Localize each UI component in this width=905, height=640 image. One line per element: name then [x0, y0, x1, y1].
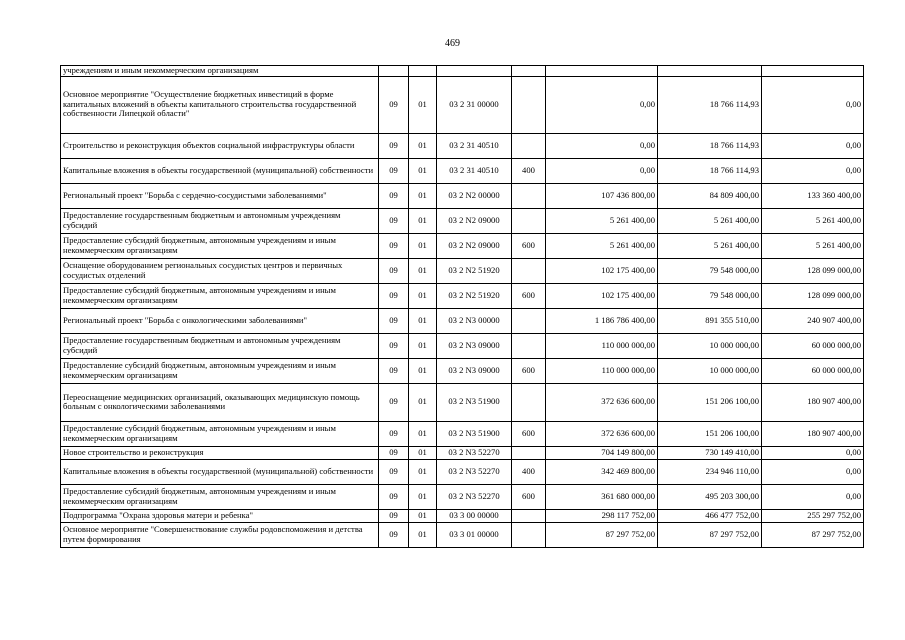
cell-expense-type	[512, 308, 546, 333]
cell-subsection: 01	[409, 158, 437, 183]
cell-amount-year-2: 5 261 400,00	[658, 208, 762, 233]
cell-section: 09	[379, 258, 409, 283]
cell-amount-year-2: 18 766 114,93	[658, 76, 762, 133]
cell-amount-year-1: 1 186 786 400,00	[546, 308, 658, 333]
cell-name: Основное мероприятие "Совершенствование службы родовспоможения и детства путем формирования	[61, 522, 379, 547]
cell-section: 09	[379, 484, 409, 509]
cell-expense-type	[512, 76, 546, 133]
cell-subsection: 01	[409, 258, 437, 283]
cell-amount-year-1: 102 175 400,00	[546, 258, 658, 283]
cell-amount-year-1: 87 297 752,00	[546, 522, 658, 547]
table-row	[61, 233, 864, 258]
cell-name: Региональный проект "Борьба с онкологическими заболеваниями"	[61, 308, 379, 333]
cell-amount-year-1: 5 261 400,00	[546, 208, 658, 233]
cell-subsection: 01	[409, 421, 437, 446]
cell-name: Капитальные вложения в объекты государственной (муниципальной) собственности	[61, 459, 379, 484]
cell-amount-year-2: 151 206 100,00	[658, 383, 762, 421]
cell-amount-year-2: 10 000 000,00	[658, 358, 762, 383]
cell-target-article: 03 2 N3 51900	[437, 383, 512, 421]
cell-amount-year-2: 495 203 300,00	[658, 484, 762, 509]
cell-name: Оснащение оборудованием региональных сосудистых центров и первичных сосудистых отделений	[61, 258, 379, 283]
cell-amount-year-1: 107 436 800,00	[546, 183, 658, 208]
cell-subsection	[409, 66, 437, 77]
cell-expense-type	[512, 66, 546, 77]
cell-name: Основное мероприятие "Осуществление бюджетных инвестиций в форме капитальных вложений в объекты капитального строительства государственной собственности Липецкой области"	[61, 76, 379, 133]
cell-amount-year-3: 240 907 400,00	[762, 308, 864, 333]
table-row	[61, 459, 864, 484]
cell-amount-year-1: 361 680 000,00	[546, 484, 658, 509]
cell-section	[379, 66, 409, 77]
cell-name: Предоставление субсидий бюджетным, автономным учреждениям и иным некоммерческим организациям	[61, 233, 379, 258]
table-row	[61, 509, 864, 522]
cell-expense-type: 400	[512, 459, 546, 484]
cell-amount-year-3: 0,00	[762, 76, 864, 133]
cell-target-article: 03 2 N2 51920	[437, 258, 512, 283]
cell-section: 09	[379, 459, 409, 484]
cell-subsection: 01	[409, 208, 437, 233]
cell-name: Капитальные вложения в объекты государственной (муниципальной) собственности	[61, 158, 379, 183]
cell-subsection: 01	[409, 446, 437, 459]
cell-expense-type	[512, 446, 546, 459]
cell-name: учреждениям и иным некоммерческим организациям	[61, 66, 379, 77]
cell-amount-year-3: 128 099 000,00	[762, 258, 864, 283]
cell-amount-year-1: 372 636 600,00	[546, 383, 658, 421]
cell-subsection: 01	[409, 459, 437, 484]
cell-amount-year-1	[546, 66, 658, 77]
cell-amount-year-3: 5 261 400,00	[762, 208, 864, 233]
cell-section: 09	[379, 308, 409, 333]
cell-amount-year-1: 342 469 800,00	[546, 459, 658, 484]
cell-amount-year-3: 128 099 000,00	[762, 283, 864, 308]
cell-section: 09	[379, 522, 409, 547]
cell-subsection: 01	[409, 308, 437, 333]
table-row	[61, 484, 864, 509]
table-row	[61, 333, 864, 358]
cell-expense-type	[512, 258, 546, 283]
cell-amount-year-3: 0,00	[762, 484, 864, 509]
cell-amount-year-2: 18 766 114,93	[658, 133, 762, 158]
cell-amount-year-3	[762, 66, 864, 77]
cell-amount-year-3: 180 907 400,00	[762, 383, 864, 421]
cell-amount-year-2: 79 548 000,00	[658, 283, 762, 308]
cell-expense-type	[512, 333, 546, 358]
cell-amount-year-1: 372 636 600,00	[546, 421, 658, 446]
cell-target-article: 03 2 31 40510	[437, 133, 512, 158]
cell-amount-year-2	[658, 66, 762, 77]
cell-target-article: 03 2 N2 09000	[437, 208, 512, 233]
table-row	[61, 158, 864, 183]
cell-subsection: 01	[409, 522, 437, 547]
cell-section: 09	[379, 233, 409, 258]
cell-amount-year-2: 234 946 110,00	[658, 459, 762, 484]
cell-expense-type	[512, 522, 546, 547]
cell-subsection: 01	[409, 133, 437, 158]
cell-name: Предоставление государственным бюджетным и автономным учреждениям субсидий	[61, 333, 379, 358]
cell-amount-year-2: 151 206 100,00	[658, 421, 762, 446]
cell-amount-year-1: 5 261 400,00	[546, 233, 658, 258]
cell-subsection: 01	[409, 233, 437, 258]
cell-amount-year-2: 18 766 114,93	[658, 158, 762, 183]
cell-expense-type: 400	[512, 158, 546, 183]
cell-section: 09	[379, 133, 409, 158]
cell-subsection: 01	[409, 283, 437, 308]
budget-table	[60, 65, 864, 548]
cell-subsection: 01	[409, 509, 437, 522]
cell-expense-type: 600	[512, 283, 546, 308]
table-row	[61, 358, 864, 383]
cell-name: Региональный проект "Борьба с сердечно-сосудистыми заболеваниями"	[61, 183, 379, 208]
cell-target-article	[437, 66, 512, 77]
cell-amount-year-1: 0,00	[546, 158, 658, 183]
table-row	[61, 183, 864, 208]
cell-name: Строительство и реконструкция объектов социальной инфраструктуры области	[61, 133, 379, 158]
table-row	[61, 133, 864, 158]
cell-section: 09	[379, 446, 409, 459]
cell-section: 09	[379, 283, 409, 308]
cell-amount-year-3: 133 360 400,00	[762, 183, 864, 208]
cell-subsection: 01	[409, 183, 437, 208]
cell-target-article: 03 2 N2 51920	[437, 283, 512, 308]
table-row	[61, 66, 864, 77]
cell-name: Подпрограмма "Охрана здоровья матери и ребенка"	[61, 509, 379, 522]
cell-amount-year-1: 0,00	[546, 133, 658, 158]
cell-target-article: 03 2 31 40510	[437, 158, 512, 183]
table-row	[61, 208, 864, 233]
cell-amount-year-2: 87 297 752,00	[658, 522, 762, 547]
cell-amount-year-2: 5 261 400,00	[658, 233, 762, 258]
table-row	[61, 76, 864, 133]
cell-amount-year-2: 84 809 400,00	[658, 183, 762, 208]
cell-section: 09	[379, 421, 409, 446]
cell-section: 09	[379, 333, 409, 358]
cell-target-article: 03 2 N3 52270	[437, 446, 512, 459]
cell-amount-year-3: 0,00	[762, 459, 864, 484]
cell-amount-year-3: 87 297 752,00	[762, 522, 864, 547]
cell-target-article: 03 2 N3 09000	[437, 333, 512, 358]
cell-section: 09	[379, 509, 409, 522]
cell-amount-year-1: 0,00	[546, 76, 658, 133]
cell-amount-year-3: 180 907 400,00	[762, 421, 864, 446]
cell-target-article: 03 2 N3 00000	[437, 308, 512, 333]
table-row	[61, 421, 864, 446]
cell-section: 09	[379, 183, 409, 208]
cell-amount-year-3: 255 297 752,00	[762, 509, 864, 522]
cell-name: Предоставление субсидий бюджетным, автономным учреждениям и иным некоммерческим организациям	[61, 358, 379, 383]
cell-amount-year-2: 891 355 510,00	[658, 308, 762, 333]
cell-expense-type	[512, 509, 546, 522]
cell-expense-type: 600	[512, 484, 546, 509]
cell-amount-year-1: 298 117 752,00	[546, 509, 658, 522]
budget-table-body	[61, 66, 864, 548]
cell-target-article: 03 2 N3 52270	[437, 459, 512, 484]
cell-expense-type: 600	[512, 358, 546, 383]
cell-amount-year-2: 466 477 752,00	[658, 509, 762, 522]
cell-target-article: 03 3 00 00000	[437, 509, 512, 522]
cell-amount-year-3: 0,00	[762, 133, 864, 158]
cell-target-article: 03 3 01 00000	[437, 522, 512, 547]
cell-section: 09	[379, 208, 409, 233]
table-row	[61, 446, 864, 459]
cell-target-article: 03 2 N3 51900	[437, 421, 512, 446]
cell-amount-year-1: 102 175 400,00	[546, 283, 658, 308]
table-row	[61, 283, 864, 308]
cell-expense-type	[512, 133, 546, 158]
cell-name: Переоснащение медицинских организаций, оказывающих медицинскую помощь больным с онкологическими заболеваниями	[61, 383, 379, 421]
cell-section: 09	[379, 383, 409, 421]
cell-expense-type: 600	[512, 233, 546, 258]
cell-target-article: 03 2 N2 00000	[437, 183, 512, 208]
cell-section: 09	[379, 76, 409, 133]
cell-expense-type	[512, 208, 546, 233]
cell-name: Предоставление государственным бюджетным и автономным учреждениям субсидий	[61, 208, 379, 233]
cell-expense-type: 600	[512, 421, 546, 446]
cell-amount-year-1: 110 000 000,00	[546, 333, 658, 358]
cell-target-article: 03 2 31 00000	[437, 76, 512, 133]
cell-amount-year-3: 60 000 000,00	[762, 333, 864, 358]
cell-subsection: 01	[409, 383, 437, 421]
cell-subsection: 01	[409, 484, 437, 509]
cell-expense-type	[512, 383, 546, 421]
cell-expense-type	[512, 183, 546, 208]
table-row	[61, 308, 864, 333]
cell-target-article: 03 2 N3 09000	[437, 358, 512, 383]
cell-name: Предоставление субсидий бюджетным, автономным учреждениям и иным некоммерческим организациям	[61, 484, 379, 509]
cell-target-article: 03 2 N2 09000	[437, 233, 512, 258]
table-row	[61, 522, 864, 547]
cell-amount-year-3: 5 261 400,00	[762, 233, 864, 258]
cell-amount-year-3: 0,00	[762, 446, 864, 459]
cell-subsection: 01	[409, 333, 437, 358]
cell-name: Новое строительство и реконструкция	[61, 446, 379, 459]
table-row	[61, 383, 864, 421]
cell-amount-year-2: 730 149 410,00	[658, 446, 762, 459]
cell-amount-year-3: 60 000 000,00	[762, 358, 864, 383]
cell-section: 09	[379, 158, 409, 183]
cell-name: Предоставление субсидий бюджетным, автономным учреждениям и иным некоммерческим организациям	[61, 421, 379, 446]
cell-amount-year-1: 110 000 000,00	[546, 358, 658, 383]
cell-amount-year-3: 0,00	[762, 158, 864, 183]
cell-amount-year-1: 704 149 800,00	[546, 446, 658, 459]
cell-subsection: 01	[409, 76, 437, 133]
table-row	[61, 258, 864, 283]
cell-amount-year-2: 10 000 000,00	[658, 333, 762, 358]
cell-target-article: 03 2 N3 52270	[437, 484, 512, 509]
cell-section: 09	[379, 358, 409, 383]
cell-amount-year-2: 79 548 000,00	[658, 258, 762, 283]
cell-name: Предоставление субсидий бюджетным, автономным учреждениям и иным некоммерческим организациям	[61, 283, 379, 308]
cell-subsection: 01	[409, 358, 437, 383]
page-number: 469	[445, 38, 460, 49]
